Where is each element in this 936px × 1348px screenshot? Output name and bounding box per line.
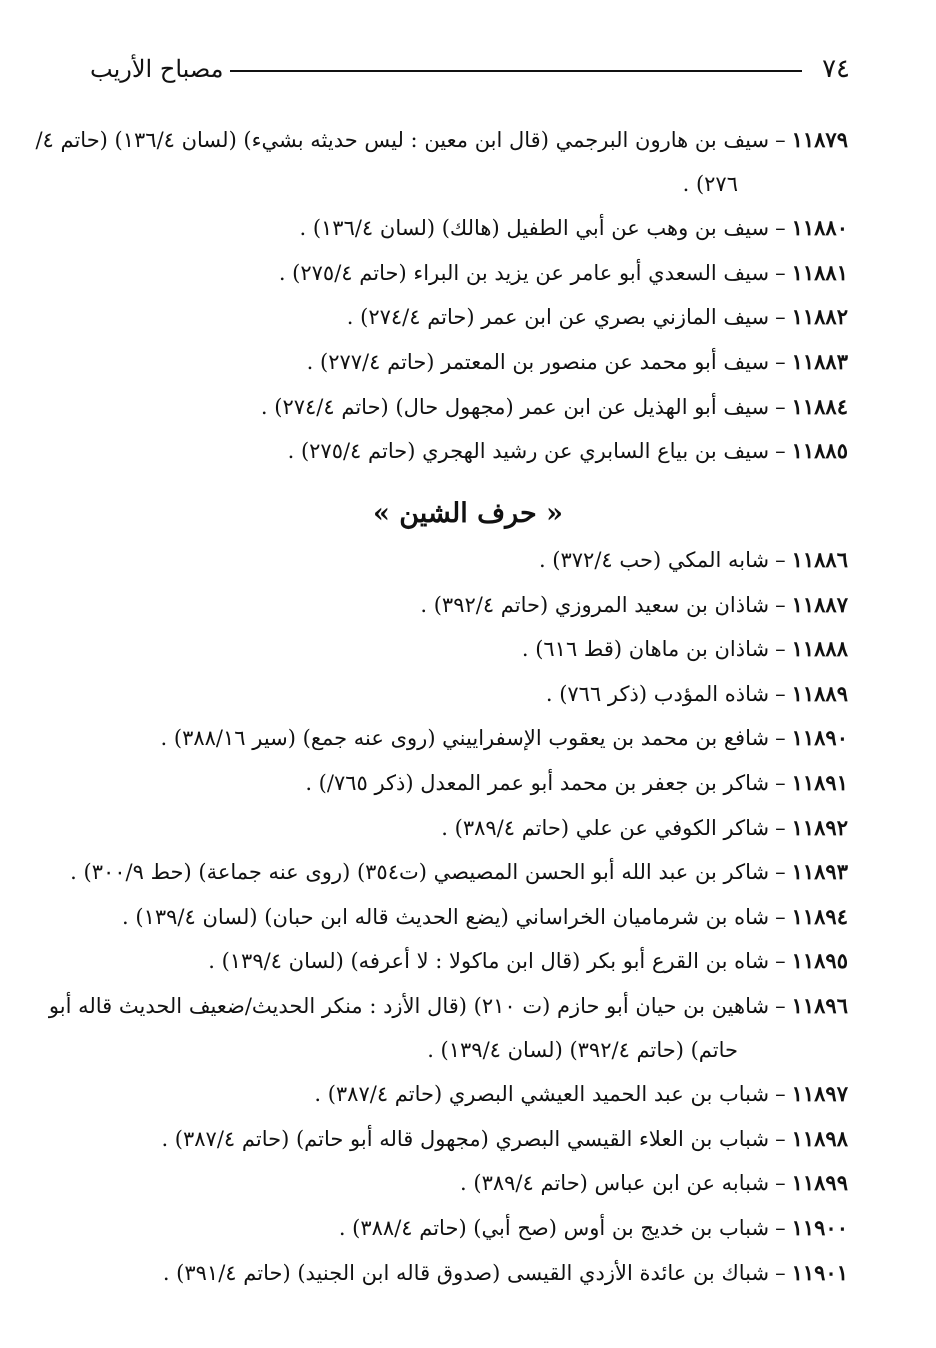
- entry: [78, 340, 848, 385]
- entry-dash: –: [775, 394, 786, 419]
- entry-number: ١١٨٨٩: [791, 680, 848, 706]
- entry-dash: –: [775, 592, 786, 617]
- entry-dash: –: [775, 993, 786, 1018]
- entry-text: سيف بن بياع السابري عن رشيد الهجري (حاتم ٢٧٥/٤) .: [287, 439, 770, 464]
- entry-text: شاذه المؤدب (ذكر ٧٦٦) .: [545, 681, 770, 706]
- entry-number: ١١٨٩٣: [791, 859, 848, 885]
- entry-number: ١١٨٨٠: [791, 215, 848, 241]
- entry: [78, 295, 848, 340]
- entry-text: شاهين بن حيان أبو حازم (ت ٢١٠) (قال الأزد : منكر الحديث/ضعيف الحديث قاله أبو: [48, 993, 770, 1018]
- entry-text: سيف بن وهب عن أبي الطفيل (هالك) (لسان ١٣٦/٤) .: [299, 216, 770, 241]
- entry-text: شباك بن عائدة الأزدي القيسى (صدوق قاله ابن الجنيد) (حاتم ٣٩١/٤) .: [162, 1260, 770, 1285]
- entry-number: ١١٨٩٤: [791, 903, 848, 929]
- entry-dash: –: [775, 1171, 786, 1196]
- entry-text: شاكر الكوفي عن علي (حاتم ٣٨٩/٤) .: [441, 815, 770, 840]
- entry-number: ١١٨٩٧: [791, 1081, 848, 1107]
- running-title: مصباح الأريب: [90, 55, 224, 83]
- entry-text: شبابه عن ابن عباس (حاتم ٣٨٩/٤) .: [460, 1171, 770, 1196]
- entry-dash: –: [775, 681, 786, 706]
- entry-list-seen: [35, 118, 848, 474]
- entry-dash: –: [775, 1082, 786, 1107]
- entry: [78, 251, 848, 296]
- entry-text: شافع بن محمد بن يعقوب الإسفراييني (روى عنه جمع) (سير ٣٨٨/١٦) .: [160, 726, 770, 751]
- entry-dash: –: [775, 860, 786, 885]
- entry: [78, 206, 848, 251]
- entry-text: شاه بن القرع أبو بكر (قال ابن ماكولا : لا أعرفه) (لسان ١٣٩/٤) .: [208, 949, 770, 974]
- header-rule: [230, 70, 802, 72]
- entry-text: سيف أبو محمد عن منصور بن المعتمر (حاتم ٢٧٧/٤) .: [306, 349, 770, 374]
- entry: [70, 850, 848, 895]
- entry: [78, 1251, 848, 1296]
- entry: [78, 1072, 848, 1117]
- entry-number: ١١٨٨٦: [791, 547, 848, 572]
- entry-text-continuation: حاتم) (حاتم ٣٩٢/٤) (لسان ١٣٩/٤) .: [427, 1037, 738, 1062]
- entry-dash: –: [775, 770, 786, 795]
- entry-text: شباب بن العلاء القيسي البصري (مجهول قاله أبو حاتم) (حاتم ٣٨٧/٤) .: [161, 1126, 770, 1151]
- entry-text: شابه المكي (حب ٣٧٢/٤) .: [538, 548, 770, 572]
- entry: [78, 1161, 848, 1206]
- entry-number: ١١٨٨٢: [791, 304, 848, 330]
- entry-number: ١١٨٩٨: [791, 1125, 848, 1151]
- entry-number: ١١٨٩٠: [791, 725, 848, 751]
- entry-number: ١١٨٨٤: [791, 393, 848, 419]
- entry-dash: –: [775, 216, 786, 241]
- entry: [78, 806, 848, 851]
- entry-dash: –: [775, 949, 786, 974]
- entry-number: ١١٩٠١: [791, 1259, 848, 1285]
- entry: [78, 1117, 848, 1162]
- entry-text-continuation: ٢٧٦) .: [682, 171, 738, 196]
- entry-list-sheen: [48, 538, 848, 1295]
- entry-dash: –: [775, 260, 786, 285]
- entry: [78, 385, 848, 430]
- entry-number: ١١٨٨١: [791, 259, 848, 285]
- entry-number: ١١٨٩٦: [791, 992, 848, 1018]
- entry-dash: –: [775, 305, 786, 330]
- entry-dash: –: [775, 726, 786, 751]
- page-number: ٧٤: [822, 54, 850, 84]
- entry: [78, 716, 848, 761]
- entry-number: ١١٨٨٨: [791, 636, 848, 662]
- entry-number: ١١٨٩٢: [791, 814, 848, 840]
- entry-text: شاكر بن عبد الله أبو الحسن المصيصي (ت٣٥٤) (روى عنه جماعة) (حط ٣٠٠/٩) .: [70, 860, 770, 885]
- entry-number: ١١٨٧٩: [791, 127, 848, 152]
- entry-text: شباب بن خديج بن أوس (صح أبي) (حاتم ٣٨٨/٤) .: [338, 1215, 770, 1240]
- entry-number: ١١٩٠٠: [791, 1214, 848, 1240]
- entry-number: ١١٨٨٣: [791, 348, 848, 374]
- entry: [78, 627, 848, 672]
- entry-dash: –: [775, 1126, 786, 1151]
- entry-number: ١١٨٨٥: [791, 438, 848, 464]
- entry-dash: –: [775, 637, 786, 662]
- entry-dash: –: [775, 349, 786, 374]
- entry: [48, 984, 848, 1072]
- entry: [78, 761, 848, 806]
- entry-text: شاذان بن سعيد المروزي (حاتم ٣٩٢/٤) .: [420, 592, 770, 617]
- entry: [78, 1206, 848, 1251]
- entry-dash: –: [775, 439, 786, 464]
- entry: [35, 118, 848, 206]
- entry: [78, 538, 848, 583]
- section-heading: « حرف الشين »: [372, 498, 564, 529]
- entry: [78, 429, 848, 474]
- entry-dash: –: [775, 548, 786, 572]
- entry-number: ١١٨٨٧: [791, 591, 848, 617]
- entry-text: شاذان بن ماهان (قط ٦١٦) .: [521, 637, 770, 662]
- entry-dash: –: [775, 128, 786, 152]
- entry-text: سيف المازني بصري عن ابن عمر (حاتم ٢٧٤/٤) .: [346, 305, 770, 330]
- entry-dash: –: [775, 815, 786, 840]
- entry: [78, 939, 848, 984]
- entry-dash: –: [775, 1260, 786, 1285]
- entry-text: سيف السعدي أبو عامر عن يزيد بن البراء (حاتم ٢٧٥/٤) .: [278, 260, 770, 285]
- entry-dash: –: [775, 1215, 786, 1240]
- entry-text: سيف بن هارون البرجمي (قال ابن معين : ليس حديثه بشيء) (لسان ١٣٦/٤) (حاتم ٤/: [35, 128, 770, 152]
- entry-dash: –: [775, 904, 786, 929]
- entry-number: ١١٨٩١: [791, 769, 848, 795]
- entry-text: شاكر بن جعفر بن محمد أبو عمر المعدل (ذكر ٧٦٥/) .: [305, 770, 770, 795]
- entry-text: سيف أبو الهذيل عن ابن عمر (مجهول حال) (حاتم ٢٧٤/٤) .: [260, 394, 770, 419]
- entry: [78, 895, 848, 940]
- entry-number: ١١٨٩٩: [791, 1170, 848, 1196]
- entry-text: شباب بن عبد الحميد العيشي البصري (حاتم ٣٨٧/٤) .: [314, 1082, 770, 1107]
- entry: [78, 583, 848, 628]
- page-header: [90, 48, 850, 88]
- entry-text: شاه بن شرماميان الخراساني (يضع الحديث قاله ابن حبان) (لسان ١٣٩/٤) .: [122, 904, 770, 929]
- entry-number: ١١٨٩٥: [791, 948, 848, 974]
- entry: [78, 672, 848, 717]
